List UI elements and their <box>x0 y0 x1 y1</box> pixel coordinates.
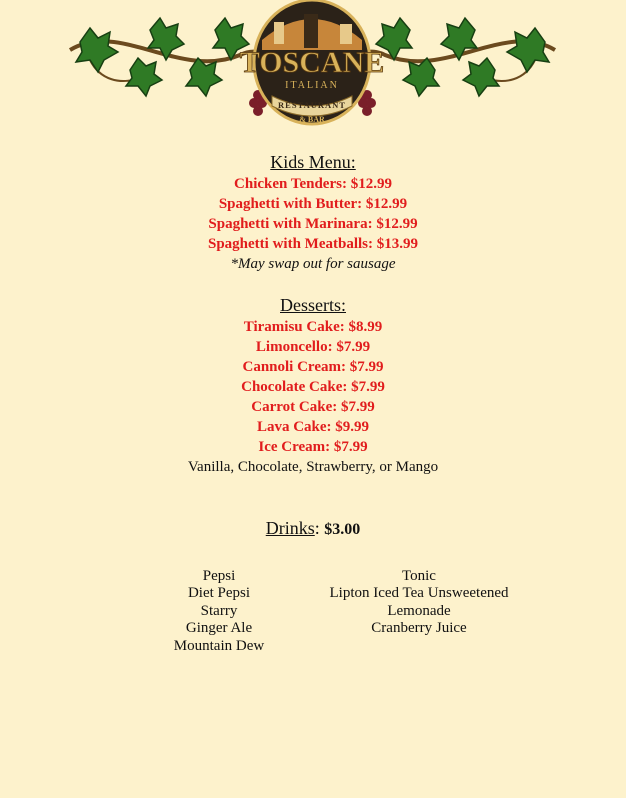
drinks-title: Drinks <box>265 518 315 538</box>
menu-item: Spaghetti with Marinara: $12.99 <box>208 216 418 232</box>
menu-item: Limoncello: $7.99 <box>255 339 371 355</box>
menu-item: Carrot Cake: $7.99 <box>251 399 375 415</box>
kids-menu-title: Kids Menu: <box>270 152 356 172</box>
logo-subtitle-restaurant: RESTAURANT <box>278 100 346 110</box>
logo-name: TOSCANE <box>239 46 385 79</box>
drinks-heading <box>0 518 626 540</box>
desserts-title: Desserts: <box>280 295 346 315</box>
logo-subtitle-bar: & BAR <box>299 115 325 124</box>
drinks-list-left <box>158 568 280 655</box>
menu-item: Cannoli Cream: $7.99 <box>242 359 384 375</box>
menu-item: Chicken Tenders: $12.99 <box>234 176 392 192</box>
menu-item: Chocolate Cake: $7.99 <box>241 379 385 395</box>
drink-item: Pepsi <box>202 568 236 584</box>
drink-item: Tonic <box>402 568 436 584</box>
logo-graphic <box>60 0 565 128</box>
drinks-price: $3.00 <box>324 521 361 538</box>
kids-menu-section <box>0 152 626 274</box>
drink-item: Starry <box>200 602 238 619</box>
menu-item: Tiramisu Cake: $8.99 <box>243 319 383 335</box>
desserts-section <box>0 295 626 477</box>
drink-item: Mountain Dew <box>173 637 265 654</box>
drink-item: Lipton Iced Tea Unsweetened <box>329 585 509 602</box>
kids-menu-note: *May swap out for sausage <box>230 256 396 272</box>
drinks-colon: : <box>314 518 320 538</box>
menu-item: Lava Cake: $9.99 <box>256 419 370 435</box>
drink-item: Diet Pepsi <box>187 585 251 602</box>
menu-item: Spaghetti with Butter: $12.99 <box>218 196 408 212</box>
drink-item: Lemonade <box>387 602 451 619</box>
drink-item: Cranberry Juice <box>371 620 467 637</box>
menu-item: Spaghetti with Meatballs: $13.99 <box>208 236 418 252</box>
drinks-section <box>0 518 626 540</box>
drinks-list-right <box>320 568 518 638</box>
restaurant-logo <box>60 0 565 128</box>
ice-cream-flavors-note: Vanilla, Chocolate, Strawberry, or Mango <box>187 459 439 475</box>
menu-item: Ice Cream: $7.99 <box>258 439 368 455</box>
drink-item: Ginger Ale <box>185 620 253 637</box>
logo-subtitle-italian: ITALIAN <box>285 80 339 91</box>
